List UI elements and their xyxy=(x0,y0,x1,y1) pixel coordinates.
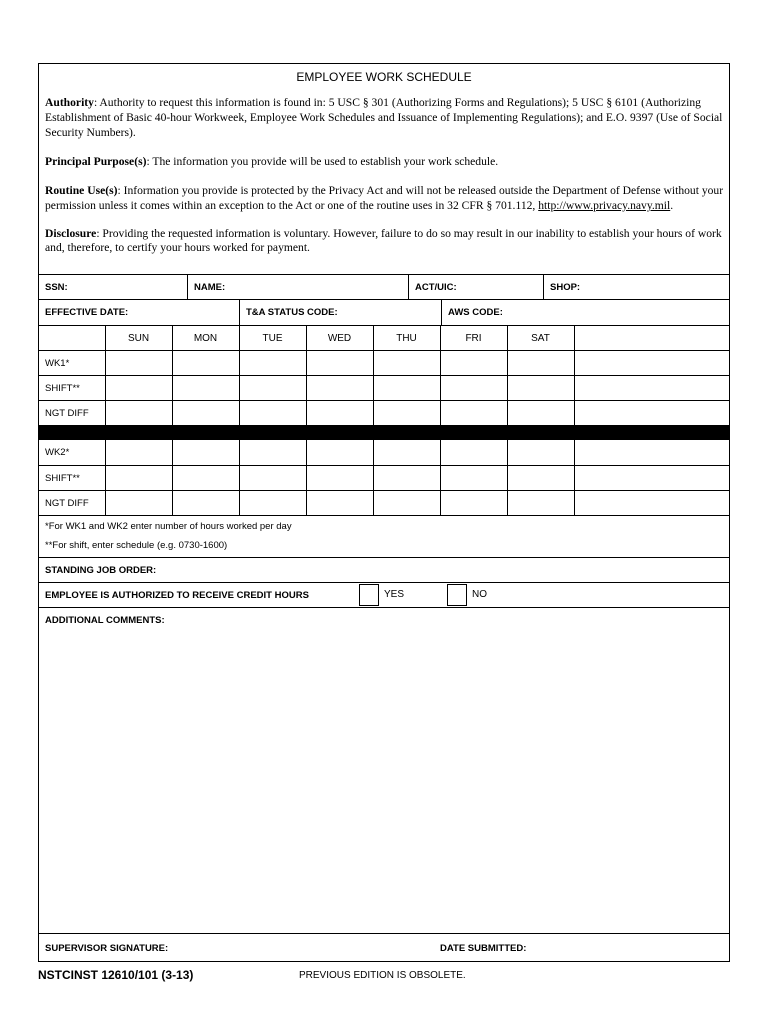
entry-cell-thu[interactable] xyxy=(373,466,440,490)
entry-cell-mon[interactable] xyxy=(172,351,239,375)
yes-checkbox[interactable] xyxy=(359,584,379,606)
entry-cell-sat[interactable] xyxy=(507,466,574,490)
entry-cell-tue[interactable] xyxy=(239,351,306,375)
schedule-row xyxy=(39,465,729,490)
entry-cell-mon[interactable] xyxy=(172,491,239,515)
privacy-link[interactable]: http://www.privacy.navy.mil xyxy=(538,199,671,212)
aws-code-field[interactable]: AWS CODE: xyxy=(448,307,503,318)
entry-cell-sat[interactable] xyxy=(507,401,574,425)
entry-cell-fri[interactable] xyxy=(440,491,507,515)
week-separator-bar xyxy=(39,425,729,439)
entry-cell-wed[interactable] xyxy=(306,466,373,490)
entry-cell-sun[interactable] xyxy=(105,466,172,490)
additional-comments-section[interactable] xyxy=(39,607,729,933)
edition-note: PREVIOUS EDITION IS OBSOLETE. xyxy=(299,970,466,981)
signature-row xyxy=(39,933,729,961)
schedule-row xyxy=(39,400,729,425)
authority-paragraph xyxy=(45,95,725,140)
day-header-tue: TUE xyxy=(262,333,283,344)
name-field[interactable]: NAME: xyxy=(194,282,226,293)
credit-hours-row xyxy=(39,582,729,607)
purpose-paragraph xyxy=(45,154,725,169)
standing-job-order-row xyxy=(39,557,729,582)
entry-cell-sun[interactable] xyxy=(105,491,172,515)
day-header-thu: THU xyxy=(396,333,417,344)
standing-job-order-field[interactable]: STANDING JOB ORDER: xyxy=(45,565,157,576)
note-hours: *For WK1 and WK2 enter number of hours worked per day xyxy=(45,521,292,532)
supervisor-signature-field[interactable]: SUPERVISOR SIGNATURE: xyxy=(45,943,169,954)
authority-text: : Authority to request this information is found in: 5 USC § 301 (Authorizing Forms and Regulations); 5 USC § 6101 (Authorizing Establishment of Basic 40-hour Workweek, Employee Work Schedules and Issuance of Implementing Regulations); and E.O. 9397 (Use of Social Security Numbers). xyxy=(45,96,723,139)
day-header-fri: FRI xyxy=(465,333,482,344)
entry-cell-fri[interactable] xyxy=(440,351,507,375)
entry-cell-tue[interactable] xyxy=(239,440,306,465)
entry-cell-wed[interactable] xyxy=(306,351,373,375)
entry-cell-sat[interactable] xyxy=(507,491,574,515)
credit-hours-label: EMPLOYEE IS AUTHORIZED TO RECEIVE CREDIT HOURS xyxy=(45,590,309,601)
day-header-sat: SAT xyxy=(531,333,550,344)
work-schedule-form xyxy=(38,63,730,962)
entry-cell-sun[interactable] xyxy=(105,440,172,465)
day-header-wed: WED xyxy=(327,333,352,344)
day-header-row xyxy=(39,325,729,350)
schedule-row xyxy=(39,350,729,375)
yes-label: YES xyxy=(384,589,405,600)
entry-cell-fri[interactable] xyxy=(440,376,507,400)
schedule-row xyxy=(39,490,729,515)
row-label: WK1* xyxy=(45,358,70,369)
id-row xyxy=(39,274,729,299)
no-label: NO xyxy=(472,589,487,600)
entry-cell-wed[interactable] xyxy=(306,401,373,425)
shop-field[interactable]: SHOP: xyxy=(550,282,581,293)
entry-cell-sun[interactable] xyxy=(105,351,172,375)
entry-cell-mon[interactable] xyxy=(172,440,239,465)
entry-cell-sat[interactable] xyxy=(507,351,574,375)
entry-cell-mon[interactable] xyxy=(172,376,239,400)
entry-cell-sun[interactable] xyxy=(105,376,172,400)
entry-cell-wed[interactable] xyxy=(306,376,373,400)
row-label: NGT DIFF xyxy=(45,498,89,509)
row-label: SHIFT** xyxy=(45,383,80,394)
row-label: SHIFT** xyxy=(45,473,80,484)
schedule-row xyxy=(39,439,729,465)
authority-label: Authority xyxy=(45,96,94,109)
entry-cell-tue[interactable] xyxy=(239,466,306,490)
purpose-label: Principal Purpose(s) xyxy=(45,155,147,168)
entry-cell-sat[interactable] xyxy=(507,376,574,400)
entry-cell-sat[interactable] xyxy=(507,440,574,465)
schedule-row xyxy=(39,375,729,400)
ta-status-code-field[interactable]: T&A STATUS CODE: xyxy=(246,307,338,318)
entry-cell-sun[interactable] xyxy=(105,401,172,425)
routine-label: Routine Use(s) xyxy=(45,184,118,197)
day-header-sun: SUN xyxy=(127,333,150,344)
entry-cell-mon[interactable] xyxy=(172,466,239,490)
entry-cell-fri[interactable] xyxy=(440,401,507,425)
routine-end: . xyxy=(670,199,674,212)
disclosure-paragraph xyxy=(45,227,725,255)
privacy-act-statement xyxy=(45,95,725,255)
day-header-mon: MON xyxy=(193,333,218,344)
entry-cell-tue[interactable] xyxy=(239,401,306,425)
routine-text: : Information you provide is protected by the Privacy Act and will not be released outside the Department of Defense without your permission unless it comes within an exception to the Act or one of the routine uses in 32 CFR § 701.112, xyxy=(45,184,724,212)
row-label: WK2* xyxy=(45,447,70,458)
no-checkbox[interactable] xyxy=(447,584,467,606)
entry-cell-thu[interactable] xyxy=(373,376,440,400)
note-shift: **For shift, enter schedule (e.g. 0730-1600) xyxy=(45,540,228,551)
ssn-field[interactable]: SSN: xyxy=(45,282,68,293)
routine-use-paragraph xyxy=(45,183,725,213)
notes-row xyxy=(39,515,729,557)
act-uic-field[interactable]: ACT/UIC: xyxy=(415,282,457,293)
entry-cell-tue[interactable] xyxy=(239,491,306,515)
entry-cell-wed[interactable] xyxy=(306,491,373,515)
disclosure-label: Disclosure xyxy=(45,227,97,240)
disclosure-text: : Providing the requested information is voluntary. However, failure to do so may result in our inability to establish your hours of work and, therefore, to certify your hours worked for payment. xyxy=(45,227,722,254)
form-number: NSTCINST 12610/101 (3-13) xyxy=(38,968,194,982)
purpose-text: : The information you provide will be used to establish your work schedule. xyxy=(146,155,499,168)
additional-comments-label: ADDITIONAL COMMENTS: xyxy=(45,615,165,626)
form-title: EMPLOYEE WORK SCHEDULE xyxy=(296,70,472,84)
entry-cell-thu[interactable] xyxy=(373,440,440,465)
entry-cell-thu[interactable] xyxy=(373,401,440,425)
effective-date-field[interactable]: EFFECTIVE DATE: xyxy=(45,307,129,318)
row-label: NGT DIFF xyxy=(45,408,89,419)
date-submitted-field[interactable]: DATE SUBMITTED: xyxy=(440,943,527,954)
code-row xyxy=(39,299,729,325)
entry-cell-mon[interactable] xyxy=(172,401,239,425)
entry-cell-wed[interactable] xyxy=(306,440,373,465)
entry-cell-fri[interactable] xyxy=(440,440,507,465)
entry-cell-tue[interactable] xyxy=(239,376,306,400)
entry-cell-thu[interactable] xyxy=(373,491,440,515)
entry-cell-fri[interactable] xyxy=(440,466,507,490)
entry-cell-thu[interactable] xyxy=(373,351,440,375)
